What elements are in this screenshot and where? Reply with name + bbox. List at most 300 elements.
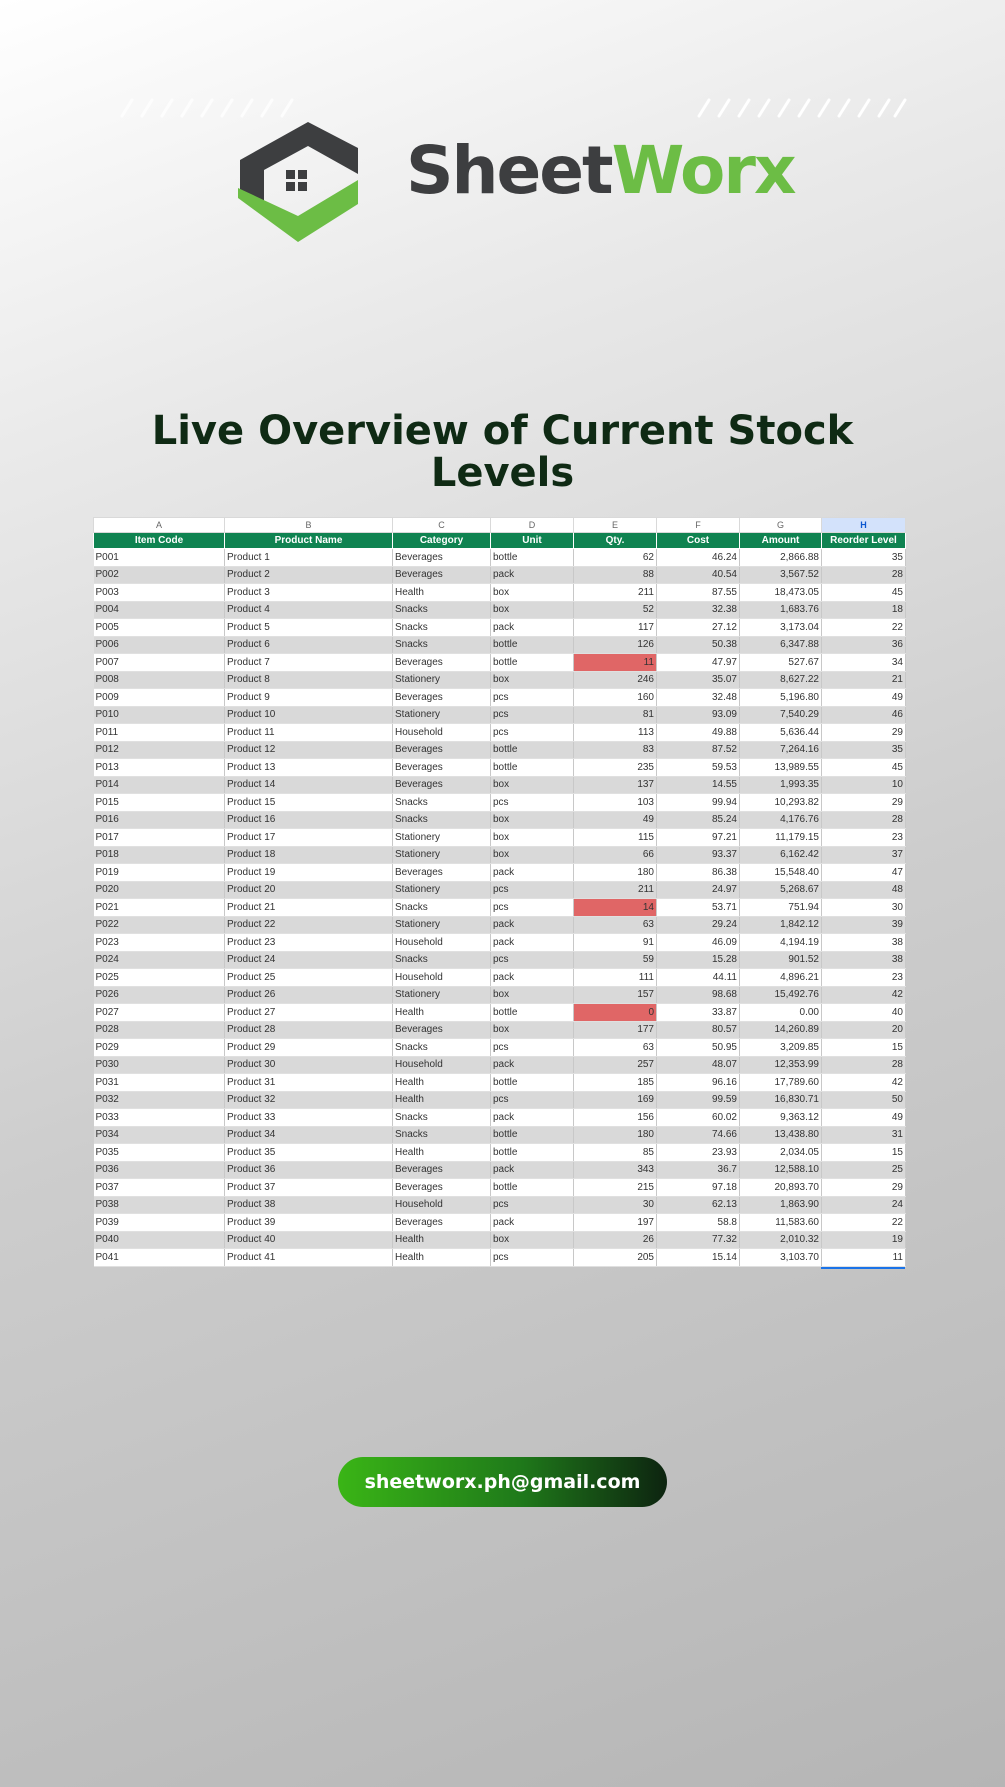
cell-item-code[interactable]: P034 [94, 1126, 225, 1144]
cell-category[interactable]: Health [393, 1004, 491, 1022]
cell-amount[interactable]: 1,863.90 [740, 1196, 822, 1214]
cell-item-code[interactable]: P013 [94, 759, 225, 777]
cell-unit[interactable]: pcs [491, 1039, 574, 1057]
cell-product-name[interactable]: Product 6 [225, 636, 393, 654]
cell-item-code[interactable]: P017 [94, 829, 225, 847]
cell-category[interactable]: Stationery [393, 671, 491, 689]
cell-unit[interactable]: pcs [491, 724, 574, 742]
cell-qty[interactable]: 66 [574, 846, 657, 864]
cell-product-name[interactable]: Product 22 [225, 916, 393, 934]
cell-amount[interactable]: 7,540.29 [740, 706, 822, 724]
cell-unit[interactable]: pcs [491, 1091, 574, 1109]
cell-category[interactable]: Beverages [393, 1161, 491, 1179]
cell-qty[interactable]: 59 [574, 951, 657, 969]
cell-reorder-level[interactable]: 30 [822, 899, 906, 917]
cell-reorder-level[interactable]: 45 [822, 584, 906, 602]
cell-cost[interactable]: 32.38 [657, 601, 740, 619]
cell-product-name[interactable]: Product 30 [225, 1056, 393, 1074]
cell-reorder-level[interactable]: 21 [822, 671, 906, 689]
cell-unit[interactable]: bottle [491, 1179, 574, 1197]
cell-category[interactable]: Beverages [393, 776, 491, 794]
cell-reorder-level[interactable]: 10 [822, 776, 906, 794]
cell-qty[interactable]: 126 [574, 636, 657, 654]
cell-reorder-level[interactable]: 42 [822, 986, 906, 1004]
cell-item-code[interactable]: P037 [94, 1179, 225, 1197]
cell-qty[interactable]: 103 [574, 794, 657, 812]
cell-unit[interactable]: pack [491, 969, 574, 987]
cell-item-code[interactable]: P038 [94, 1196, 225, 1214]
cell-qty[interactable]: 26 [574, 1231, 657, 1249]
cell-item-code[interactable]: P026 [94, 986, 225, 1004]
cell-amount[interactable]: 4,896.21 [740, 969, 822, 987]
cell-reorder-level[interactable]: 40 [822, 1004, 906, 1022]
cell-amount[interactable]: 18,473.05 [740, 584, 822, 602]
cell-qty[interactable]: 156 [574, 1109, 657, 1127]
cell-category[interactable]: Household [393, 1196, 491, 1214]
cell-qty[interactable]: 111 [574, 969, 657, 987]
cell-amount[interactable]: 527.67 [740, 654, 822, 672]
cell-amount[interactable]: 3,209.85 [740, 1039, 822, 1057]
cell-category[interactable]: Snacks [393, 794, 491, 812]
cell-product-name[interactable]: Product 9 [225, 689, 393, 707]
cell-cost[interactable]: 44.11 [657, 969, 740, 987]
cell-amount[interactable]: 751.94 [740, 899, 822, 917]
cell-unit[interactable]: box [491, 584, 574, 602]
cell-unit[interactable]: bottle [491, 1126, 574, 1144]
cell-cost[interactable]: 80.57 [657, 1021, 740, 1039]
cell-category[interactable]: Household [393, 1056, 491, 1074]
cell-item-code[interactable]: P033 [94, 1109, 225, 1127]
cell-category[interactable]: Stationery [393, 829, 491, 847]
cell-product-name[interactable]: Product 15 [225, 794, 393, 812]
cell-amount[interactable]: 11,583.60 [740, 1214, 822, 1232]
cell-product-name[interactable]: Product 20 [225, 881, 393, 899]
cell-unit[interactable]: pack [491, 619, 574, 637]
cell-cost[interactable]: 35.07 [657, 671, 740, 689]
cell-reorder-level[interactable]: 29 [822, 724, 906, 742]
cell-item-code[interactable]: P001 [94, 549, 225, 567]
cell-product-name[interactable]: Product 25 [225, 969, 393, 987]
cell-reorder-level[interactable]: 29 [822, 794, 906, 812]
cell-amount[interactable]: 12,588.10 [740, 1161, 822, 1179]
cell-cost[interactable]: 87.55 [657, 584, 740, 602]
cell-category[interactable]: Stationery [393, 846, 491, 864]
cell-amount[interactable]: 13,989.55 [740, 759, 822, 777]
cell-cost[interactable]: 59.53 [657, 759, 740, 777]
cell-product-name[interactable]: Product 7 [225, 654, 393, 672]
cell-cost[interactable]: 50.95 [657, 1039, 740, 1057]
cell-product-name[interactable]: Product 8 [225, 671, 393, 689]
cell-qty[interactable]: 91 [574, 934, 657, 952]
cell-product-name[interactable]: Product 12 [225, 741, 393, 759]
cell-reorder-level[interactable]: 22 [822, 619, 906, 637]
cell-product-name[interactable]: Product 27 [225, 1004, 393, 1022]
cell-item-code[interactable]: P002 [94, 566, 225, 584]
cell-category[interactable]: Health [393, 1144, 491, 1162]
cell-item-code[interactable]: P004 [94, 601, 225, 619]
cell-reorder-level[interactable]: 29 [822, 1179, 906, 1197]
cell-cost[interactable]: 24.97 [657, 881, 740, 899]
cell-amount[interactable]: 9,363.12 [740, 1109, 822, 1127]
cell-reorder-level[interactable]: 15 [822, 1039, 906, 1057]
cell-item-code[interactable]: P029 [94, 1039, 225, 1057]
cell-amount[interactable]: 1,993.35 [740, 776, 822, 794]
cell-reorder-level[interactable]: 23 [822, 829, 906, 847]
cell-category[interactable]: Beverages [393, 864, 491, 882]
cell-product-name[interactable]: Product 2 [225, 566, 393, 584]
cell-amount[interactable]: 5,196.80 [740, 689, 822, 707]
cell-reorder-level[interactable]: 11 [822, 1249, 906, 1267]
cell-cost[interactable]: 58.8 [657, 1214, 740, 1232]
cell-product-name[interactable]: Product 23 [225, 934, 393, 952]
cell-qty[interactable]: 85 [574, 1144, 657, 1162]
cell-unit[interactable]: bottle [491, 1144, 574, 1162]
cell-cost[interactable]: 27.12 [657, 619, 740, 637]
cell-item-code[interactable]: P024 [94, 951, 225, 969]
cell-amount[interactable]: 13,438.80 [740, 1126, 822, 1144]
cell-product-name[interactable]: Product 14 [225, 776, 393, 794]
cell-item-code[interactable]: P031 [94, 1074, 225, 1092]
cell-unit[interactable]: bottle [491, 1074, 574, 1092]
cell-cost[interactable]: 97.18 [657, 1179, 740, 1197]
cell-category[interactable]: Snacks [393, 601, 491, 619]
cell-cost[interactable]: 77.32 [657, 1231, 740, 1249]
cell-item-code[interactable]: P014 [94, 776, 225, 794]
cell-unit[interactable]: pcs [491, 881, 574, 899]
cell-reorder-level[interactable]: 46 [822, 706, 906, 724]
cell-product-name[interactable]: Product 41 [225, 1249, 393, 1267]
cell-unit[interactable]: bottle [491, 636, 574, 654]
cell-amount[interactable]: 5,636.44 [740, 724, 822, 742]
cell-reorder-level[interactable]: 35 [822, 741, 906, 759]
cell-unit[interactable]: pack [491, 1056, 574, 1074]
cell-unit[interactable]: pack [491, 934, 574, 952]
cell-reorder-level[interactable]: 28 [822, 566, 906, 584]
cell-qty[interactable]: 81 [574, 706, 657, 724]
cell-amount[interactable]: 3,567.52 [740, 566, 822, 584]
cell-cost[interactable]: 97.21 [657, 829, 740, 847]
cell-amount[interactable]: 7,264.16 [740, 741, 822, 759]
cell-unit[interactable]: box [491, 776, 574, 794]
cell-unit[interactable]: box [491, 671, 574, 689]
cell-product-name[interactable]: Product 37 [225, 1179, 393, 1197]
cell-category[interactable]: Snacks [393, 1039, 491, 1057]
cell-unit[interactable]: box [491, 829, 574, 847]
cell-product-name[interactable]: Product 28 [225, 1021, 393, 1039]
cell-cost[interactable]: 32.48 [657, 689, 740, 707]
cell-category[interactable]: Beverages [393, 566, 491, 584]
cell-qty[interactable]: 257 [574, 1056, 657, 1074]
column-letter[interactable]: B [225, 518, 393, 533]
cell-unit[interactable]: pcs [491, 899, 574, 917]
cell-item-code[interactable]: P005 [94, 619, 225, 637]
cell-unit[interactable]: box [491, 1021, 574, 1039]
cell-cost[interactable]: 86.38 [657, 864, 740, 882]
cell-reorder-level[interactable]: 36 [822, 636, 906, 654]
cell-cost[interactable]: 14.55 [657, 776, 740, 794]
cell-amount[interactable]: 6,347.88 [740, 636, 822, 654]
cell-product-name[interactable]: Product 34 [225, 1126, 393, 1144]
cell-amount[interactable]: 11,179.15 [740, 829, 822, 847]
cell-reorder-level[interactable]: 20 [822, 1021, 906, 1039]
cell-category[interactable]: Snacks [393, 811, 491, 829]
cell-category[interactable]: Snacks [393, 636, 491, 654]
cell-reorder-level[interactable]: 49 [822, 1109, 906, 1127]
cell-reorder-level[interactable]: 18 [822, 601, 906, 619]
cell-unit[interactable]: pcs [491, 1249, 574, 1267]
cell-unit[interactable]: bottle [491, 741, 574, 759]
cell-amount[interactable]: 1,683.76 [740, 601, 822, 619]
cell-product-name[interactable]: Product 33 [225, 1109, 393, 1127]
cell-item-code[interactable]: P020 [94, 881, 225, 899]
cell-item-code[interactable]: P016 [94, 811, 225, 829]
cell-unit[interactable]: pcs [491, 689, 574, 707]
cell-amount[interactable]: 3,173.04 [740, 619, 822, 637]
cell-qty[interactable]: 246 [574, 671, 657, 689]
cell-amount[interactable]: 10,293.82 [740, 794, 822, 812]
cell-amount[interactable]: 14,260.89 [740, 1021, 822, 1039]
cell-cost[interactable]: 62.13 [657, 1196, 740, 1214]
cell-unit[interactable]: box [491, 846, 574, 864]
cell-qty[interactable]: 115 [574, 829, 657, 847]
cell-cost[interactable]: 98.68 [657, 986, 740, 1004]
cell-product-name[interactable]: Product 3 [225, 584, 393, 602]
cell-unit[interactable]: bottle [491, 654, 574, 672]
cell-cost[interactable]: 74.66 [657, 1126, 740, 1144]
cell-reorder-level[interactable]: 25 [822, 1161, 906, 1179]
cell-qty[interactable]: 211 [574, 881, 657, 899]
cell-cost[interactable]: 23.93 [657, 1144, 740, 1162]
cell-reorder-level[interactable]: 47 [822, 864, 906, 882]
cell-item-code[interactable]: P006 [94, 636, 225, 654]
cell-qty[interactable]: 14 [574, 899, 657, 917]
cell-unit[interactable]: box [491, 601, 574, 619]
cell-unit[interactable]: pcs [491, 706, 574, 724]
cell-item-code[interactable]: P008 [94, 671, 225, 689]
cell-cost[interactable]: 46.09 [657, 934, 740, 952]
cell-cost[interactable]: 49.88 [657, 724, 740, 742]
cell-product-name[interactable]: Product 13 [225, 759, 393, 777]
cell-reorder-level[interactable]: 50 [822, 1091, 906, 1109]
cell-amount[interactable]: 8,627.22 [740, 671, 822, 689]
cell-category[interactable]: Snacks [393, 951, 491, 969]
cell-category[interactable]: Stationery [393, 881, 491, 899]
cell-unit[interactable]: pack [491, 1109, 574, 1127]
cell-qty[interactable]: 197 [574, 1214, 657, 1232]
cell-category[interactable]: Beverages [393, 654, 491, 672]
cell-qty[interactable]: 83 [574, 741, 657, 759]
cell-unit[interactable]: pcs [491, 794, 574, 812]
cell-item-code[interactable]: P028 [94, 1021, 225, 1039]
cell-qty[interactable]: 117 [574, 619, 657, 637]
cell-cost[interactable]: 46.24 [657, 549, 740, 567]
cell-qty[interactable]: 169 [574, 1091, 657, 1109]
cell-category[interactable]: Household [393, 934, 491, 952]
cell-item-code[interactable]: P032 [94, 1091, 225, 1109]
cell-amount[interactable]: 2,866.88 [740, 549, 822, 567]
cell-category[interactable]: Beverages [393, 741, 491, 759]
cell-product-name[interactable]: Product 38 [225, 1196, 393, 1214]
cell-amount[interactable]: 5,268.67 [740, 881, 822, 899]
cell-product-name[interactable]: Product 39 [225, 1214, 393, 1232]
cell-reorder-level[interactable]: 15 [822, 1144, 906, 1162]
cell-product-name[interactable]: Product 35 [225, 1144, 393, 1162]
cell-product-name[interactable]: Product 36 [225, 1161, 393, 1179]
cell-qty[interactable]: 180 [574, 1126, 657, 1144]
cell-qty[interactable]: 343 [574, 1161, 657, 1179]
column-letter[interactable]: D [491, 518, 574, 533]
cell-qty[interactable]: 11 [574, 654, 657, 672]
cell-product-name[interactable]: Product 11 [225, 724, 393, 742]
cell-qty[interactable]: 205 [574, 1249, 657, 1267]
cell-item-code[interactable]: P036 [94, 1161, 225, 1179]
cell-cost[interactable]: 48.07 [657, 1056, 740, 1074]
cell-item-code[interactable]: P040 [94, 1231, 225, 1249]
cell-reorder-level[interactable]: 22 [822, 1214, 906, 1232]
cell-cost[interactable]: 53.71 [657, 899, 740, 917]
cell-reorder-level[interactable]: 37 [822, 846, 906, 864]
cell-cost[interactable]: 93.09 [657, 706, 740, 724]
cell-reorder-level[interactable]: 48 [822, 881, 906, 899]
cell-qty[interactable]: 88 [574, 566, 657, 584]
cell-unit[interactable]: box [491, 811, 574, 829]
cell-item-code[interactable]: P011 [94, 724, 225, 742]
cell-reorder-level[interactable]: 38 [822, 951, 906, 969]
cell-qty[interactable]: 52 [574, 601, 657, 619]
column-letter[interactable]: E [574, 518, 657, 533]
cell-product-name[interactable]: Product 40 [225, 1231, 393, 1249]
cell-item-code[interactable]: P027 [94, 1004, 225, 1022]
cell-item-code[interactable]: P010 [94, 706, 225, 724]
cell-reorder-level[interactable]: 38 [822, 934, 906, 952]
cell-category[interactable]: Health [393, 1074, 491, 1092]
cell-category[interactable]: Household [393, 969, 491, 987]
cell-unit[interactable]: box [491, 1231, 574, 1249]
cell-product-name[interactable]: Product 29 [225, 1039, 393, 1057]
cell-category[interactable]: Household [393, 724, 491, 742]
cell-item-code[interactable]: P030 [94, 1056, 225, 1074]
cell-category[interactable]: Beverages [393, 549, 491, 567]
cell-cost[interactable]: 50.38 [657, 636, 740, 654]
cell-category[interactable]: Beverages [393, 759, 491, 777]
cell-category[interactable]: Health [393, 584, 491, 602]
cell-amount[interactable]: 15,492.76 [740, 986, 822, 1004]
cell-category[interactable]: Beverages [393, 1021, 491, 1039]
cell-reorder-level[interactable]: 49 [822, 689, 906, 707]
cell-unit[interactable]: pack [491, 1214, 574, 1232]
cell-item-code[interactable]: P025 [94, 969, 225, 987]
cell-amount[interactable]: 901.52 [740, 951, 822, 969]
cell-qty[interactable]: 30 [574, 1196, 657, 1214]
cell-item-code[interactable]: P039 [94, 1214, 225, 1232]
cell-product-name[interactable]: Product 26 [225, 986, 393, 1004]
cell-unit[interactable]: bottle [491, 549, 574, 567]
cell-reorder-level[interactable]: 45 [822, 759, 906, 777]
cell-category[interactable]: Health [393, 1249, 491, 1267]
cell-cost[interactable]: 40.54 [657, 566, 740, 584]
cell-cost[interactable]: 96.16 [657, 1074, 740, 1092]
cell-reorder-level[interactable]: 34 [822, 654, 906, 672]
cell-reorder-level[interactable]: 28 [822, 811, 906, 829]
cell-qty[interactable]: 177 [574, 1021, 657, 1039]
cell-item-code[interactable]: P003 [94, 584, 225, 602]
cell-unit[interactable]: pack [491, 916, 574, 934]
cell-category[interactable]: Stationery [393, 916, 491, 934]
cell-item-code[interactable]: P015 [94, 794, 225, 812]
cell-unit[interactable]: pack [491, 566, 574, 584]
cell-unit[interactable]: pack [491, 1161, 574, 1179]
cell-item-code[interactable]: P023 [94, 934, 225, 952]
cell-amount[interactable]: 2,034.05 [740, 1144, 822, 1162]
cell-amount[interactable]: 1,842.12 [740, 916, 822, 934]
cell-reorder-level[interactable]: 31 [822, 1126, 906, 1144]
cell-product-name[interactable]: Product 1 [225, 549, 393, 567]
cell-qty[interactable]: 235 [574, 759, 657, 777]
cell-item-code[interactable]: P022 [94, 916, 225, 934]
cell-category[interactable]: Snacks [393, 1109, 491, 1127]
cell-product-name[interactable]: Product 24 [225, 951, 393, 969]
cell-product-name[interactable]: Product 4 [225, 601, 393, 619]
cell-unit[interactable]: pack [491, 864, 574, 882]
cell-reorder-level[interactable]: 39 [822, 916, 906, 934]
cell-unit[interactable]: bottle [491, 1004, 574, 1022]
cell-qty[interactable]: 185 [574, 1074, 657, 1092]
cell-qty[interactable]: 160 [574, 689, 657, 707]
cell-cost[interactable]: 99.94 [657, 794, 740, 812]
cell-reorder-level[interactable]: 19 [822, 1231, 906, 1249]
cell-amount[interactable]: 17,789.60 [740, 1074, 822, 1092]
cell-cost[interactable]: 99.59 [657, 1091, 740, 1109]
cell-amount[interactable]: 6,162.42 [740, 846, 822, 864]
cell-item-code[interactable]: P035 [94, 1144, 225, 1162]
cell-unit[interactable]: box [491, 986, 574, 1004]
cell-category[interactable]: Health [393, 1091, 491, 1109]
cell-amount[interactable]: 0.00 [740, 1004, 822, 1022]
cell-amount[interactable]: 3,103.70 [740, 1249, 822, 1267]
cell-category[interactable]: Snacks [393, 899, 491, 917]
cell-product-name[interactable]: Product 19 [225, 864, 393, 882]
cell-unit[interactable]: bottle [491, 759, 574, 777]
cell-category[interactable]: Stationery [393, 706, 491, 724]
cell-cost[interactable]: 36.7 [657, 1161, 740, 1179]
cell-amount[interactable]: 16,830.71 [740, 1091, 822, 1109]
cell-item-code[interactable]: P009 [94, 689, 225, 707]
cell-cost[interactable]: 87.52 [657, 741, 740, 759]
cell-cost[interactable]: 47.97 [657, 654, 740, 672]
cell-category[interactable]: Beverages [393, 689, 491, 707]
cell-category[interactable]: Snacks [393, 619, 491, 637]
column-letter-selected[interactable]: H [822, 518, 906, 533]
cell-category[interactable]: Stationery [393, 986, 491, 1004]
cell-qty[interactable]: 49 [574, 811, 657, 829]
cell-unit[interactable]: pcs [491, 951, 574, 969]
column-letter[interactable]: C [393, 518, 491, 533]
cell-qty[interactable]: 113 [574, 724, 657, 742]
cell-qty[interactable]: 215 [574, 1179, 657, 1197]
cell-category[interactable]: Beverages [393, 1179, 491, 1197]
cell-unit[interactable]: pcs [491, 1196, 574, 1214]
cell-product-name[interactable]: Product 31 [225, 1074, 393, 1092]
cell-cost[interactable]: 93.37 [657, 846, 740, 864]
cell-item-code[interactable]: P021 [94, 899, 225, 917]
cell-qty[interactable]: 0 [574, 1004, 657, 1022]
column-letter[interactable]: F [657, 518, 740, 533]
cell-amount[interactable]: 20,893.70 [740, 1179, 822, 1197]
cell-product-name[interactable]: Product 21 [225, 899, 393, 917]
cell-cost[interactable]: 15.28 [657, 951, 740, 969]
cell-qty[interactable]: 211 [574, 584, 657, 602]
cell-category[interactable]: Beverages [393, 1214, 491, 1232]
